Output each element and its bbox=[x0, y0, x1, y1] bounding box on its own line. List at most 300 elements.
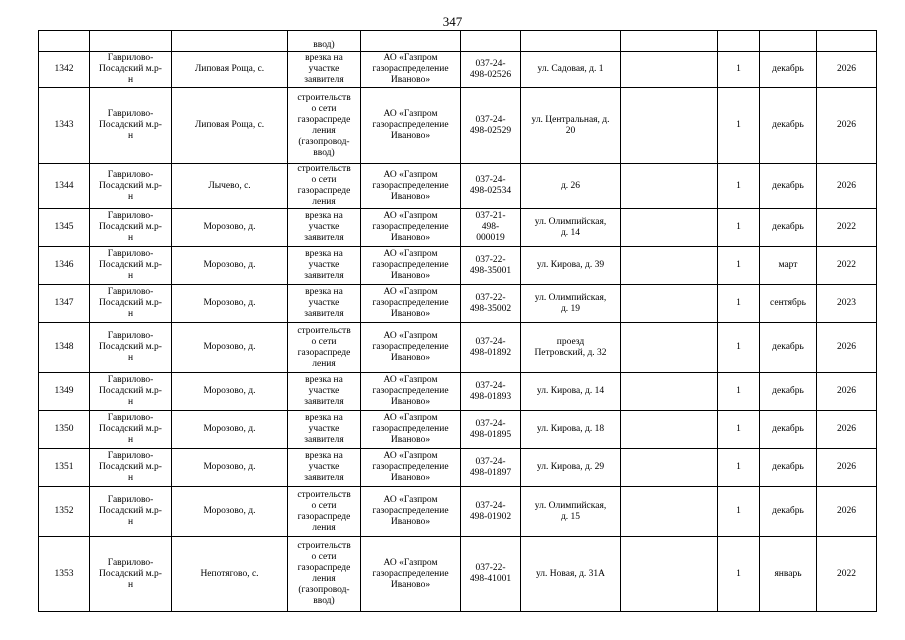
cell-year: 2026 bbox=[817, 373, 877, 411]
cell-empty bbox=[621, 323, 718, 373]
cell-locality: Морозово, д. bbox=[172, 247, 288, 285]
cell-line: ул. Олимпийская, bbox=[534, 292, 607, 303]
cell-line: 000019 bbox=[476, 233, 505, 243]
cell-district bbox=[90, 31, 172, 52]
cell-line: ул. Олимпийская, bbox=[534, 500, 607, 511]
cell-address bbox=[521, 247, 621, 285]
cell-line: АО «Газпром bbox=[383, 451, 438, 461]
cell-line: н bbox=[127, 435, 134, 445]
cell-line: (газопровод- bbox=[298, 136, 350, 147]
cell-line: заявителя bbox=[304, 473, 344, 483]
cell-line: заявителя bbox=[304, 309, 344, 319]
cell-work-type bbox=[288, 247, 361, 285]
cell-year bbox=[817, 31, 877, 52]
cell-district bbox=[90, 285, 172, 323]
cell-line: врезка на bbox=[305, 375, 343, 385]
cell-locality: Лычево, с. bbox=[172, 164, 288, 209]
cell-year: 2026 bbox=[817, 411, 877, 449]
cell-line: ввод) bbox=[313, 596, 335, 606]
cell-line: 498-02534 bbox=[469, 186, 512, 196]
cell-month: декабрь bbox=[760, 52, 817, 88]
cell-line: заявителя bbox=[304, 233, 344, 243]
cell-line: 037-22- bbox=[475, 563, 506, 573]
cell-month: январь bbox=[760, 537, 817, 612]
cell-line: Иваново» bbox=[390, 271, 431, 281]
cell-locality: Липовая Роща, с. bbox=[172, 88, 288, 164]
cell-line: 498-41001 bbox=[469, 574, 512, 584]
cell-work-type bbox=[288, 164, 361, 209]
cell-organization bbox=[361, 52, 461, 88]
cell-line: АО «Газпром bbox=[383, 287, 438, 297]
cell-line: ул. Кирова, д. 18 bbox=[536, 424, 605, 434]
cell-line: Иваново» bbox=[390, 353, 431, 363]
cell-line: участке bbox=[308, 222, 340, 232]
cell-line: 037-22- bbox=[475, 254, 506, 265]
table-row bbox=[39, 52, 877, 88]
cell-address bbox=[521, 88, 621, 164]
cell-line: газораспределение bbox=[372, 506, 449, 516]
cell-line: АО «Газпром bbox=[383, 375, 438, 385]
cell-line: н bbox=[127, 517, 134, 527]
cell-line: о сети bbox=[311, 336, 337, 347]
cell-address bbox=[521, 487, 621, 537]
cell-line: заявителя bbox=[304, 75, 344, 85]
cell-line: ул. Кирова, д. 39 bbox=[536, 260, 605, 270]
cell-line: 498- bbox=[481, 222, 500, 232]
cell-line: ул. Олимпийская, bbox=[534, 216, 607, 227]
cell-month: декабрь bbox=[760, 373, 817, 411]
cell-line: д. 15 bbox=[560, 511, 581, 522]
cell-line: ления bbox=[312, 125, 336, 136]
cell-number: 1342 bbox=[39, 52, 90, 88]
cell-year: 2026 bbox=[817, 164, 877, 209]
cell-year: 2026 bbox=[817, 52, 877, 88]
cell-line: 498-01892 bbox=[469, 347, 512, 358]
cell-line: Иваново» bbox=[390, 397, 431, 407]
cell-empty bbox=[621, 537, 718, 612]
cell-line: Гаврилово- bbox=[107, 451, 154, 461]
cell-line: Посадский м.р- bbox=[99, 180, 162, 191]
cell-count: 1 bbox=[718, 285, 760, 323]
cell-code bbox=[461, 411, 521, 449]
cell-work-type bbox=[288, 487, 361, 537]
cell-line: заявителя bbox=[304, 397, 344, 407]
cell-line: Иваново» bbox=[390, 191, 431, 202]
cell-line: врезка на bbox=[305, 211, 343, 221]
cell-code bbox=[461, 373, 521, 411]
cell-line: 498-02526 bbox=[469, 69, 512, 80]
cell-work-type bbox=[288, 209, 361, 247]
cell-count: 1 bbox=[718, 373, 760, 411]
cell-line: АО «Газпром bbox=[383, 249, 438, 259]
cell-organization bbox=[361, 537, 461, 612]
cell-line: 037-21- bbox=[475, 211, 506, 221]
cell-line: Гаврилово- bbox=[107, 211, 154, 221]
table-row bbox=[39, 323, 877, 373]
cell-line: ления bbox=[312, 574, 336, 584]
cell-empty bbox=[621, 487, 718, 537]
cell-line: Посадский м.р- bbox=[99, 424, 162, 434]
cell-locality: Морозово, д. bbox=[172, 411, 288, 449]
cell-line: Посадский м.р- bbox=[99, 120, 162, 130]
cell-count: 1 bbox=[718, 411, 760, 449]
cell-line: 037-24- bbox=[475, 175, 506, 185]
cell-line: (газопровод- bbox=[298, 585, 350, 595]
cell-line: Гаврилово- bbox=[107, 375, 154, 385]
cell-year: 2026 bbox=[817, 323, 877, 373]
cell-number: 1347 bbox=[39, 285, 90, 323]
cell-line: н bbox=[127, 75, 134, 85]
cell-line: д. 26 bbox=[560, 180, 581, 191]
cell-line: газораспределение bbox=[372, 568, 449, 579]
cell-line: строительств bbox=[297, 325, 351, 336]
cell-locality: Липовая Роща, с. bbox=[172, 52, 288, 88]
cell-year: 2026 bbox=[817, 88, 877, 164]
cell-line: врезка на bbox=[305, 451, 343, 461]
cell-number: 1349 bbox=[39, 373, 90, 411]
cell-address bbox=[521, 411, 621, 449]
cell-work-type bbox=[288, 373, 361, 411]
cell-line: н bbox=[127, 191, 134, 202]
table-row-continued bbox=[39, 31, 877, 52]
cell-district bbox=[90, 247, 172, 285]
cell-work-type bbox=[288, 323, 361, 373]
cell-line: строительств bbox=[297, 489, 351, 500]
cell-work-type bbox=[288, 52, 361, 88]
cell-line: 498-01902 bbox=[469, 511, 512, 522]
cell-line: о сети bbox=[311, 103, 337, 114]
cell-line: Посадский м.р- bbox=[99, 462, 162, 472]
cell-line: 20 bbox=[565, 125, 576, 136]
cell-work-type bbox=[288, 449, 361, 487]
cell-code bbox=[461, 209, 521, 247]
cell-locality bbox=[172, 31, 288, 52]
cell-line: 498-01897 bbox=[469, 467, 512, 478]
cell-number: 1345 bbox=[39, 209, 90, 247]
cell-count: 1 bbox=[718, 52, 760, 88]
cell-line: 498-02529 bbox=[469, 125, 512, 136]
cell-locality: Морозово, д. bbox=[172, 373, 288, 411]
cell-line: Петровский, д. 32 bbox=[534, 347, 607, 358]
cell-count: 1 bbox=[718, 164, 760, 209]
cell-code bbox=[461, 88, 521, 164]
cell-line: Иваново» bbox=[390, 233, 431, 243]
cell-line: 037-24- bbox=[475, 456, 506, 467]
table-row bbox=[39, 449, 877, 487]
cell-line: Иваново» bbox=[390, 517, 431, 527]
cell-line: Гаврилово- bbox=[107, 249, 154, 259]
cell-work-type bbox=[288, 31, 361, 52]
cell-line: АО «Газпром bbox=[383, 109, 438, 119]
cell-year: 2022 bbox=[817, 209, 877, 247]
cell-empty bbox=[621, 373, 718, 411]
cell-organization bbox=[361, 209, 461, 247]
cell-code bbox=[461, 164, 521, 209]
cell-code bbox=[461, 487, 521, 537]
cell-line: Посадский м.р- bbox=[99, 222, 162, 232]
cell-year: 2026 bbox=[817, 487, 877, 537]
cell-empty bbox=[621, 209, 718, 247]
cell-code bbox=[461, 537, 521, 612]
table-row bbox=[39, 164, 877, 209]
cell-line: врезка на bbox=[305, 53, 343, 63]
gas-connections-table bbox=[38, 30, 877, 612]
cell-number: 1344 bbox=[39, 164, 90, 209]
cell-line: Иваново» bbox=[390, 473, 431, 483]
cell-district bbox=[90, 52, 172, 88]
cell-line: газораспределение bbox=[372, 64, 449, 74]
cell-month: март bbox=[760, 247, 817, 285]
cell-line: заявителя bbox=[304, 271, 344, 281]
cell-line: АО «Газпром bbox=[383, 557, 438, 568]
cell-organization bbox=[361, 373, 461, 411]
cell-line: газораспределение bbox=[372, 180, 449, 191]
cell-line: н bbox=[127, 397, 134, 407]
cell-work-type bbox=[288, 411, 361, 449]
cell-district bbox=[90, 88, 172, 164]
table-row bbox=[39, 247, 877, 285]
cell-month bbox=[760, 31, 817, 52]
cell-line: газораспреде bbox=[297, 563, 351, 573]
cell-number: 1348 bbox=[39, 323, 90, 373]
cell-line: АО «Газпром bbox=[383, 331, 438, 341]
cell-line: 037-22- bbox=[475, 292, 506, 303]
cell-count: 1 bbox=[718, 537, 760, 612]
cell-number: 1351 bbox=[39, 449, 90, 487]
cell-locality: Морозово, д. bbox=[172, 449, 288, 487]
cell-organization bbox=[361, 411, 461, 449]
cell-line: газораспределение bbox=[372, 298, 449, 308]
cell-line: Посадский м.р- bbox=[99, 568, 162, 579]
cell-line: ул. Центральная, д. bbox=[531, 114, 610, 125]
cell-line: н bbox=[127, 309, 134, 319]
cell-district bbox=[90, 209, 172, 247]
cell-line: д. 14 bbox=[560, 227, 581, 238]
cell-line: газораспределение bbox=[372, 386, 449, 396]
cell-line: АО «Газпром bbox=[383, 53, 438, 63]
cell-address bbox=[521, 285, 621, 323]
cell-locality: Непотягово, с. bbox=[172, 537, 288, 612]
cell-line: Гаврилово- bbox=[107, 109, 154, 119]
cell-count: 1 bbox=[718, 487, 760, 537]
cell-organization bbox=[361, 247, 461, 285]
cell-work-type bbox=[288, 285, 361, 323]
cell-number: 1352 bbox=[39, 487, 90, 537]
table-row bbox=[39, 537, 877, 612]
cell-line: участке bbox=[308, 386, 340, 396]
cell-line: врезка на bbox=[305, 413, 343, 423]
cell-work-type bbox=[288, 88, 361, 164]
cell-empty bbox=[621, 164, 718, 209]
cell-month: декабрь bbox=[760, 323, 817, 373]
cell-district bbox=[90, 449, 172, 487]
cell-organization bbox=[361, 323, 461, 373]
cell-code bbox=[461, 323, 521, 373]
cell-line: д. 19 bbox=[560, 303, 581, 314]
cell-line: Посадский м.р- bbox=[99, 260, 162, 270]
cell-year: 2022 bbox=[817, 247, 877, 285]
cell-line: Гаврилово- bbox=[107, 495, 154, 505]
cell-line: ления bbox=[312, 358, 336, 369]
cell-month: декабрь bbox=[760, 164, 817, 209]
cell-line: газораспреде bbox=[297, 114, 351, 125]
cell-line: 498-01895 bbox=[469, 429, 512, 440]
cell-line: газораспределение bbox=[372, 424, 449, 434]
cell-code bbox=[461, 247, 521, 285]
cell-line: участке bbox=[308, 424, 340, 434]
cell-line: о сети bbox=[311, 500, 337, 511]
cell-code bbox=[461, 449, 521, 487]
cell-line: Посадский м.р- bbox=[99, 386, 162, 396]
cell-month: декабрь bbox=[760, 411, 817, 449]
cell-address bbox=[521, 537, 621, 612]
cell-line: Посадский м.р- bbox=[99, 64, 162, 74]
cell-empty bbox=[621, 285, 718, 323]
cell-line: Иваново» bbox=[390, 75, 431, 85]
cell-year: 2026 bbox=[817, 449, 877, 487]
cell-address bbox=[521, 323, 621, 373]
cell-line: участке bbox=[308, 260, 340, 270]
cell-line: 037-24- bbox=[475, 380, 506, 391]
cell-organization bbox=[361, 487, 461, 537]
cell-empty bbox=[621, 52, 718, 88]
cell-line: Иваново» bbox=[390, 309, 431, 319]
cell-line: ления bbox=[312, 522, 336, 533]
cell-code bbox=[461, 285, 521, 323]
cell-address bbox=[521, 373, 621, 411]
cell-organization bbox=[361, 31, 461, 52]
cell-month: сентябрь bbox=[760, 285, 817, 323]
cell-work-type bbox=[288, 537, 361, 612]
cell-code bbox=[461, 52, 521, 88]
cell-line: врезка на bbox=[305, 249, 343, 259]
cell-line: участке bbox=[308, 462, 340, 472]
cell-line: газораспределение bbox=[372, 342, 449, 352]
cell-number: 1346 bbox=[39, 247, 90, 285]
cell-empty bbox=[621, 411, 718, 449]
cell-line: строительств bbox=[297, 92, 351, 103]
cell-line: газораспреде bbox=[297, 347, 351, 358]
cell-line: 037-24- bbox=[475, 58, 506, 69]
cell-organization bbox=[361, 285, 461, 323]
cell-address bbox=[521, 164, 621, 209]
cell-district bbox=[90, 373, 172, 411]
table-row bbox=[39, 285, 877, 323]
cell-line: Гаврилово- bbox=[107, 413, 154, 423]
cell-line: н bbox=[127, 473, 134, 483]
cell-line: 037-24- bbox=[475, 418, 506, 429]
cell-line: о сети bbox=[311, 552, 337, 562]
cell-count: 1 bbox=[718, 209, 760, 247]
cell-line: н bbox=[127, 131, 134, 141]
cell-line: н bbox=[127, 353, 134, 363]
cell-line: н bbox=[127, 579, 134, 590]
cell-line: Иваново» bbox=[390, 131, 431, 141]
cell-district bbox=[90, 537, 172, 612]
cell-district bbox=[90, 323, 172, 373]
cell-year: 2022 bbox=[817, 537, 877, 612]
cell-line: Гаврилово- bbox=[107, 169, 154, 180]
cell-locality: Морозово, д. bbox=[172, 323, 288, 373]
cell-district bbox=[90, 164, 172, 209]
cell-line: 498-01893 bbox=[469, 391, 512, 402]
cell-line: Гаврилово- bbox=[107, 331, 154, 341]
cell-line: ввод) bbox=[313, 147, 335, 158]
cell-locality: Морозово, д. bbox=[172, 209, 288, 247]
cell-line: Гаврилово- bbox=[107, 557, 154, 568]
cell-line: 037-24- bbox=[475, 500, 506, 511]
cell-line: газораспределение bbox=[372, 222, 449, 232]
cell-locality: Морозово, д. bbox=[172, 285, 288, 323]
cell-line: Посадский м.р- bbox=[99, 506, 162, 516]
cell-organization bbox=[361, 88, 461, 164]
table-row bbox=[39, 88, 877, 164]
table-row bbox=[39, 411, 877, 449]
table-row bbox=[39, 373, 877, 411]
cell-number bbox=[39, 31, 90, 52]
cell-district bbox=[90, 411, 172, 449]
cell-address bbox=[521, 209, 621, 247]
cell-line: врезка на bbox=[305, 287, 343, 297]
cell-line: участке bbox=[308, 64, 340, 74]
cell-empty bbox=[621, 449, 718, 487]
cell-line: газораспреде bbox=[297, 511, 351, 522]
cell-line: газораспределение bbox=[372, 120, 449, 130]
cell-line: н bbox=[127, 233, 134, 243]
cell-count: 1 bbox=[718, 88, 760, 164]
cell-line: газораспределение bbox=[372, 260, 449, 270]
cell-month: декабрь bbox=[760, 449, 817, 487]
cell-line: ул. Новая, д. 31А bbox=[535, 568, 606, 579]
table-row bbox=[39, 487, 877, 537]
cell-empty bbox=[621, 88, 718, 164]
table-row bbox=[39, 209, 877, 247]
cell-line: ул. Садовая, д. 1 bbox=[537, 64, 604, 74]
cell-line: 037-24- bbox=[475, 336, 506, 347]
cell-line: участке bbox=[308, 298, 340, 308]
cell-month: декабрь bbox=[760, 487, 817, 537]
cell-line: Посадский м.р- bbox=[99, 298, 162, 308]
cell-empty bbox=[621, 247, 718, 285]
cell-number: 1343 bbox=[39, 88, 90, 164]
table-body bbox=[39, 31, 877, 612]
cell-line: 498-35002 bbox=[469, 303, 512, 314]
cell-line: заявителя bbox=[304, 435, 344, 445]
cell-count: 1 bbox=[718, 449, 760, 487]
cell-month: декабрь bbox=[760, 209, 817, 247]
cell-code bbox=[461, 31, 521, 52]
cell-organization bbox=[361, 449, 461, 487]
cell-line: газораспреде bbox=[297, 186, 351, 196]
cell-line: Посадский м.р- bbox=[99, 342, 162, 352]
cell-count: 1 bbox=[718, 247, 760, 285]
cell-line: строительств bbox=[297, 541, 351, 551]
cell-line: Иваново» bbox=[390, 435, 431, 445]
cell-address bbox=[521, 52, 621, 88]
cell-empty bbox=[621, 31, 718, 52]
cell-line: ул. Кирова, д. 14 bbox=[536, 386, 605, 396]
cell-line: 037-24- bbox=[475, 114, 506, 125]
cell-line: ул. Кирова, д. 29 bbox=[536, 462, 605, 472]
cell-line: ления bbox=[312, 197, 336, 207]
cell-organization bbox=[361, 164, 461, 209]
cell-line: АО «Газпром bbox=[383, 495, 438, 505]
cell-line: АО «Газпром bbox=[383, 169, 438, 180]
cell-address bbox=[521, 449, 621, 487]
cell-line: Гаврилово- bbox=[107, 53, 154, 63]
cell-line: о сети bbox=[311, 175, 337, 185]
cell-address bbox=[521, 31, 621, 52]
